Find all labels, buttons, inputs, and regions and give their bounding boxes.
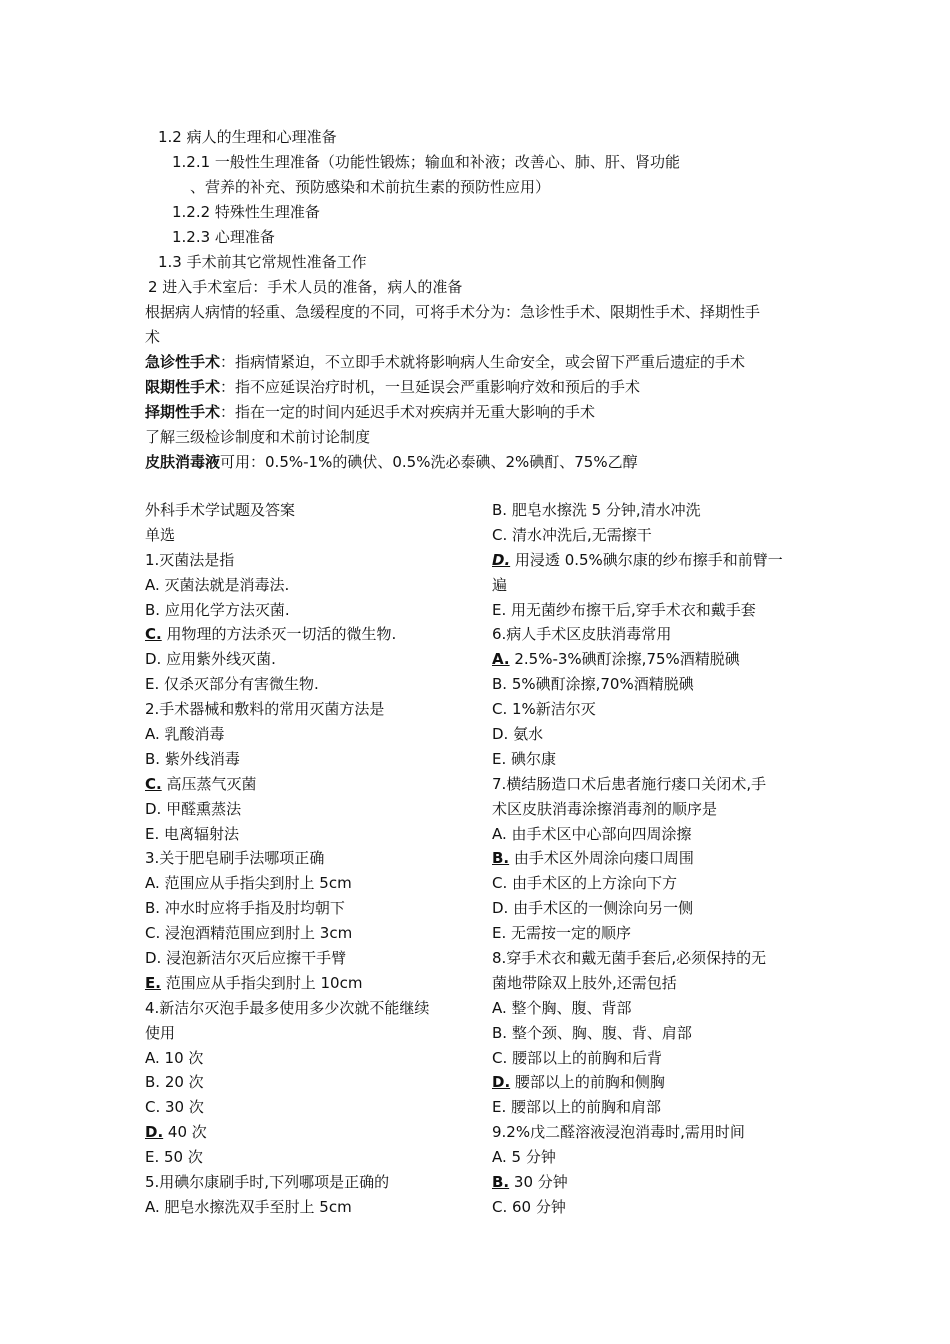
quiz-line <box>145 672 475 697</box>
quiz-line <box>145 896 475 921</box>
quiz-line-text: E. 碘尔康 <box>492 749 557 768</box>
classification-paragraph-cont: 术 <box>145 328 161 346</box>
quiz-line <box>492 1195 812 1220</box>
quiz-line-text: 30 分钟 <box>509 1173 568 1192</box>
quiz-line <box>145 797 475 822</box>
quiz-line <box>145 1021 475 1046</box>
quiz-line-text: E. 腰部以上的前胸和肩部 <box>492 1098 662 1117</box>
quiz-line-text: C. 浸泡酒精范围应到肘上 3cm <box>145 924 353 943</box>
quiz-line <box>145 1195 475 1220</box>
quiz-line-text: 外科手术学试题及答案 <box>145 501 296 519</box>
quiz-line <box>145 822 475 847</box>
quiz-line-text: C. 腰部以上的前胸和后背 <box>492 1048 663 1067</box>
quiz-line <box>492 647 812 672</box>
quiz-line-text: 术区皮肤消毒涂擦消毒剂的顺序是 <box>492 799 718 818</box>
quiz-line <box>492 1120 812 1145</box>
quiz-line <box>492 622 812 647</box>
outline-1-2-2: 1.2.2 特殊性生理准备 <box>172 203 320 221</box>
quiz-line <box>492 498 812 523</box>
quiz-line <box>492 797 812 822</box>
quiz-line <box>492 971 812 996</box>
quiz-line <box>492 772 812 797</box>
quiz-line <box>145 1095 475 1120</box>
quiz-line-text: C. 由手术区的上方涂向下方 <box>492 874 678 893</box>
quiz-line-text: E. 仅杀灭部分有害微生物. <box>145 675 319 694</box>
quiz-line-text: 4.新洁尔灭泡手最多使用多少次就不能继续 <box>145 998 430 1017</box>
quiz-line <box>145 647 475 672</box>
quiz-line-text: B. 冲水时应将手指及肘均朝下 <box>145 899 345 918</box>
quiz-line-text: 高压蒸气灭菌 <box>161 774 257 793</box>
quiz-line <box>145 722 475 747</box>
quiz-line-text: C. 60 分钟 <box>492 1197 566 1216</box>
quiz-line <box>145 921 475 946</box>
quiz-line-text: C. 清水冲洗后,无需擦干 <box>492 525 652 544</box>
elective-label: 择期性手术 <box>145 403 221 421</box>
quiz-line <box>145 573 475 598</box>
quiz-line <box>145 946 475 971</box>
quiz-line-text: C. 1%新洁尔灭 <box>492 700 596 719</box>
quiz-line-text: 菌地带除双上肢外,还需包括 <box>492 973 677 992</box>
quiz-line-text: A. 10 次 <box>145 1048 204 1067</box>
limited-definition <box>145 377 640 397</box>
emergency-text: ：指病情紧迫，不立即手术就将影响病人生命安全，或会留下严重后遗症的手术 <box>220 353 746 371</box>
quiz-line-text: 2.5%-3%碘酊涂擦,75%酒精脱碘 <box>509 650 740 669</box>
quiz-line <box>492 896 812 921</box>
quiz-line <box>492 747 812 772</box>
answer-key: D. <box>492 1073 511 1092</box>
outline-1-3: 1.3 手术前其它常规性准备工作 <box>158 253 367 271</box>
quiz-line-text: 3.关于肥皂刷手法哪项正确 <box>145 849 325 868</box>
outline-1-2: 1.2 病人的生理和心理准备 <box>158 128 337 146</box>
quiz-line-text: A. 灭菌法就是消毒法. <box>145 575 290 594</box>
elective-definition <box>145 402 595 422</box>
quiz-line <box>145 1046 475 1071</box>
quiz-line <box>145 548 475 573</box>
quiz-line <box>492 1046 812 1071</box>
quiz-line <box>145 598 475 623</box>
quiz-line-text: B. 应用化学方法灭菌. <box>145 600 290 619</box>
quiz-line <box>492 996 812 1021</box>
classification-paragraph: 根据病人病情的轻重、急缓程度的不同，可将手术分为：急诊性手术、限期性手术、择期性手 <box>145 303 761 321</box>
quiz-line-text: 腰部以上的前胸和侧胸 <box>510 1073 665 1092</box>
quiz-line <box>492 822 812 847</box>
emergency-label: 急诊性手术 <box>145 353 221 371</box>
answer-key: E. <box>145 973 161 992</box>
answer-key: B. <box>492 1173 510 1192</box>
quiz-line <box>492 697 812 722</box>
answer-key: A. <box>492 650 510 669</box>
answer-key: B. <box>492 849 510 868</box>
quiz-line <box>145 1145 475 1170</box>
quiz-line-text: B. 整个颈、胸、腹、背、肩部 <box>492 1023 692 1042</box>
quiz-line <box>145 871 475 896</box>
quiz-line <box>145 498 475 523</box>
quiz-line <box>145 846 475 871</box>
elective-text: ：指在一定的时间内延迟手术对疾病并无重大影响的手术 <box>220 403 596 421</box>
quiz-line-text: E. 用无菌纱布擦干后,穿手术衣和戴手套 <box>492 600 756 619</box>
quiz-line <box>145 1170 475 1195</box>
quiz-line <box>492 871 812 896</box>
quiz-line-text: 用浸透 0.5%碘尔康的纱布擦手和前臂一 <box>510 550 783 569</box>
quiz-line-text: C. 30 次 <box>145 1098 204 1117</box>
limited-text: ：指不应延误治疗时机，一旦延误会严重影响疗效和预后的手术 <box>220 378 641 396</box>
quiz-line <box>492 523 812 548</box>
quiz-line <box>492 846 812 871</box>
quiz-line-text: E. 50 次 <box>145 1148 203 1167</box>
outline-1-2-1-cont: 、营养的补充、预防感染和术前抗生素的预防性应用） <box>190 178 551 196</box>
quiz-line-text: B. 5%碘酊涂擦,70%酒精脱碘 <box>492 675 694 694</box>
quiz-line-text: B. 紫外线消毒 <box>145 749 240 768</box>
skin-disinfectant-note <box>145 452 638 472</box>
quiz-line-text: D. 氨水 <box>492 725 544 744</box>
quiz-line <box>492 921 812 946</box>
quiz-right-column <box>492 498 812 1220</box>
quiz-line <box>145 697 475 722</box>
limited-label: 限期性手术 <box>145 378 221 396</box>
quiz-line <box>145 523 475 548</box>
quiz-line-text: 6.病人手术区皮肤消毒常用 <box>492 625 672 644</box>
quiz-line-text: A. 整个胸、腹、背部 <box>492 998 632 1017</box>
answer-key: C. <box>145 774 162 793</box>
quiz-line-text: E. 电离辐射法 <box>145 824 240 843</box>
quiz-line-text: 单选 <box>145 525 176 544</box>
quiz-line <box>145 622 475 647</box>
emergency-definition <box>145 352 745 372</box>
answer-key: C. <box>145 625 162 644</box>
quiz-line-text: 7.横结肠造口术后患者施行瘘口关闭术,手 <box>492 774 767 793</box>
quiz-line <box>492 1145 812 1170</box>
quiz-line-text: 遍 <box>492 575 508 594</box>
quiz-line <box>145 1120 475 1145</box>
quiz-line <box>492 548 812 573</box>
quiz-line-text: D. 浸泡新洁尔灭后应擦干手臂 <box>145 949 347 968</box>
quiz-line <box>492 573 812 598</box>
quiz-line-text: 9.2%戊二醛溶液浸泡消毒时,需用时间 <box>492 1123 745 1142</box>
quiz-left-column <box>145 498 475 1220</box>
quiz-line-text: 范围应从手指尖到肘上 10cm <box>160 973 363 992</box>
quiz-line-text: B. 20 次 <box>145 1073 204 1092</box>
quiz-line-text: 5.用碘尔康刷手时,下列哪项是正确的 <box>145 1173 390 1192</box>
answer-key: D. <box>145 1123 164 1142</box>
review-system-note: 了解三级检诊制度和术前讨论制度 <box>145 428 371 446</box>
quiz-line-text: D. 应用紫外线灭菌. <box>145 650 276 669</box>
quiz-line-text: B. 肥皂水擦洗 5 分钟,清水冲洗 <box>492 501 701 519</box>
quiz-line-text: 使用 <box>145 1023 176 1042</box>
quiz-line <box>492 1095 812 1120</box>
quiz-line <box>145 1070 475 1095</box>
outline-1-2-1: 1.2.1 一般性生理准备（功能性锻炼；输血和补液；改善心、肺、肝、肾功能 <box>172 153 680 171</box>
quiz-line-text: E. 无需按一定的顺序 <box>492 924 632 943</box>
quiz-line-text: A. 5 分钟 <box>492 1148 556 1167</box>
quiz-line-text: 2.手术器械和敷料的常用灭菌方法是 <box>145 700 385 719</box>
quiz-line-text: D. 甲醛熏蒸法 <box>145 799 242 818</box>
quiz-line-text: 用物理的方法杀灭一切活的微生物. <box>161 625 397 644</box>
outline-1-2-3: 1.2.3 心理准备 <box>172 228 275 246</box>
quiz-line <box>492 1021 812 1046</box>
quiz-line-text: A. 由手术区中心部向四周涂擦 <box>492 824 692 843</box>
quiz-line-text: A. 范围应从手指尖到肘上 5cm <box>145 874 352 893</box>
quiz-line-text: A. 肥皂水擦洗双手至肘上 5cm <box>145 1197 352 1216</box>
quiz-line <box>145 747 475 772</box>
quiz-line-text: D. 由手术区的一侧涂向另一侧 <box>492 899 694 918</box>
outline-2: 2 进入手术室后：手术人员的准备，病人的准备 <box>148 278 463 296</box>
disinfectant-text: 可用：0.5%-1%的碘伏、0.5%洗必泰碘、2%碘酊、75%乙醇 <box>220 453 638 471</box>
quiz-line <box>492 946 812 971</box>
quiz-line <box>492 598 812 623</box>
quiz-line-text: 由手术区外周涂向瘘口周围 <box>509 849 694 868</box>
quiz-line <box>145 772 475 797</box>
answer-key: D. <box>492 550 511 569</box>
quiz-line <box>492 1070 812 1095</box>
quiz-line <box>145 971 475 996</box>
quiz-line <box>145 996 475 1021</box>
quiz-line <box>492 722 812 747</box>
quiz-line <box>492 1170 812 1195</box>
quiz-line-text: A. 乳酸消毒 <box>145 725 225 744</box>
quiz-line-text: 1.灭菌法是指 <box>145 550 235 569</box>
quiz-line-text: 40 次 <box>163 1123 207 1142</box>
quiz-line-text: 8.穿手术衣和戴无菌手套后,必须保持的无 <box>492 949 767 968</box>
disinfectant-label: 皮肤消毒液 <box>145 453 221 471</box>
quiz-line <box>492 672 812 697</box>
